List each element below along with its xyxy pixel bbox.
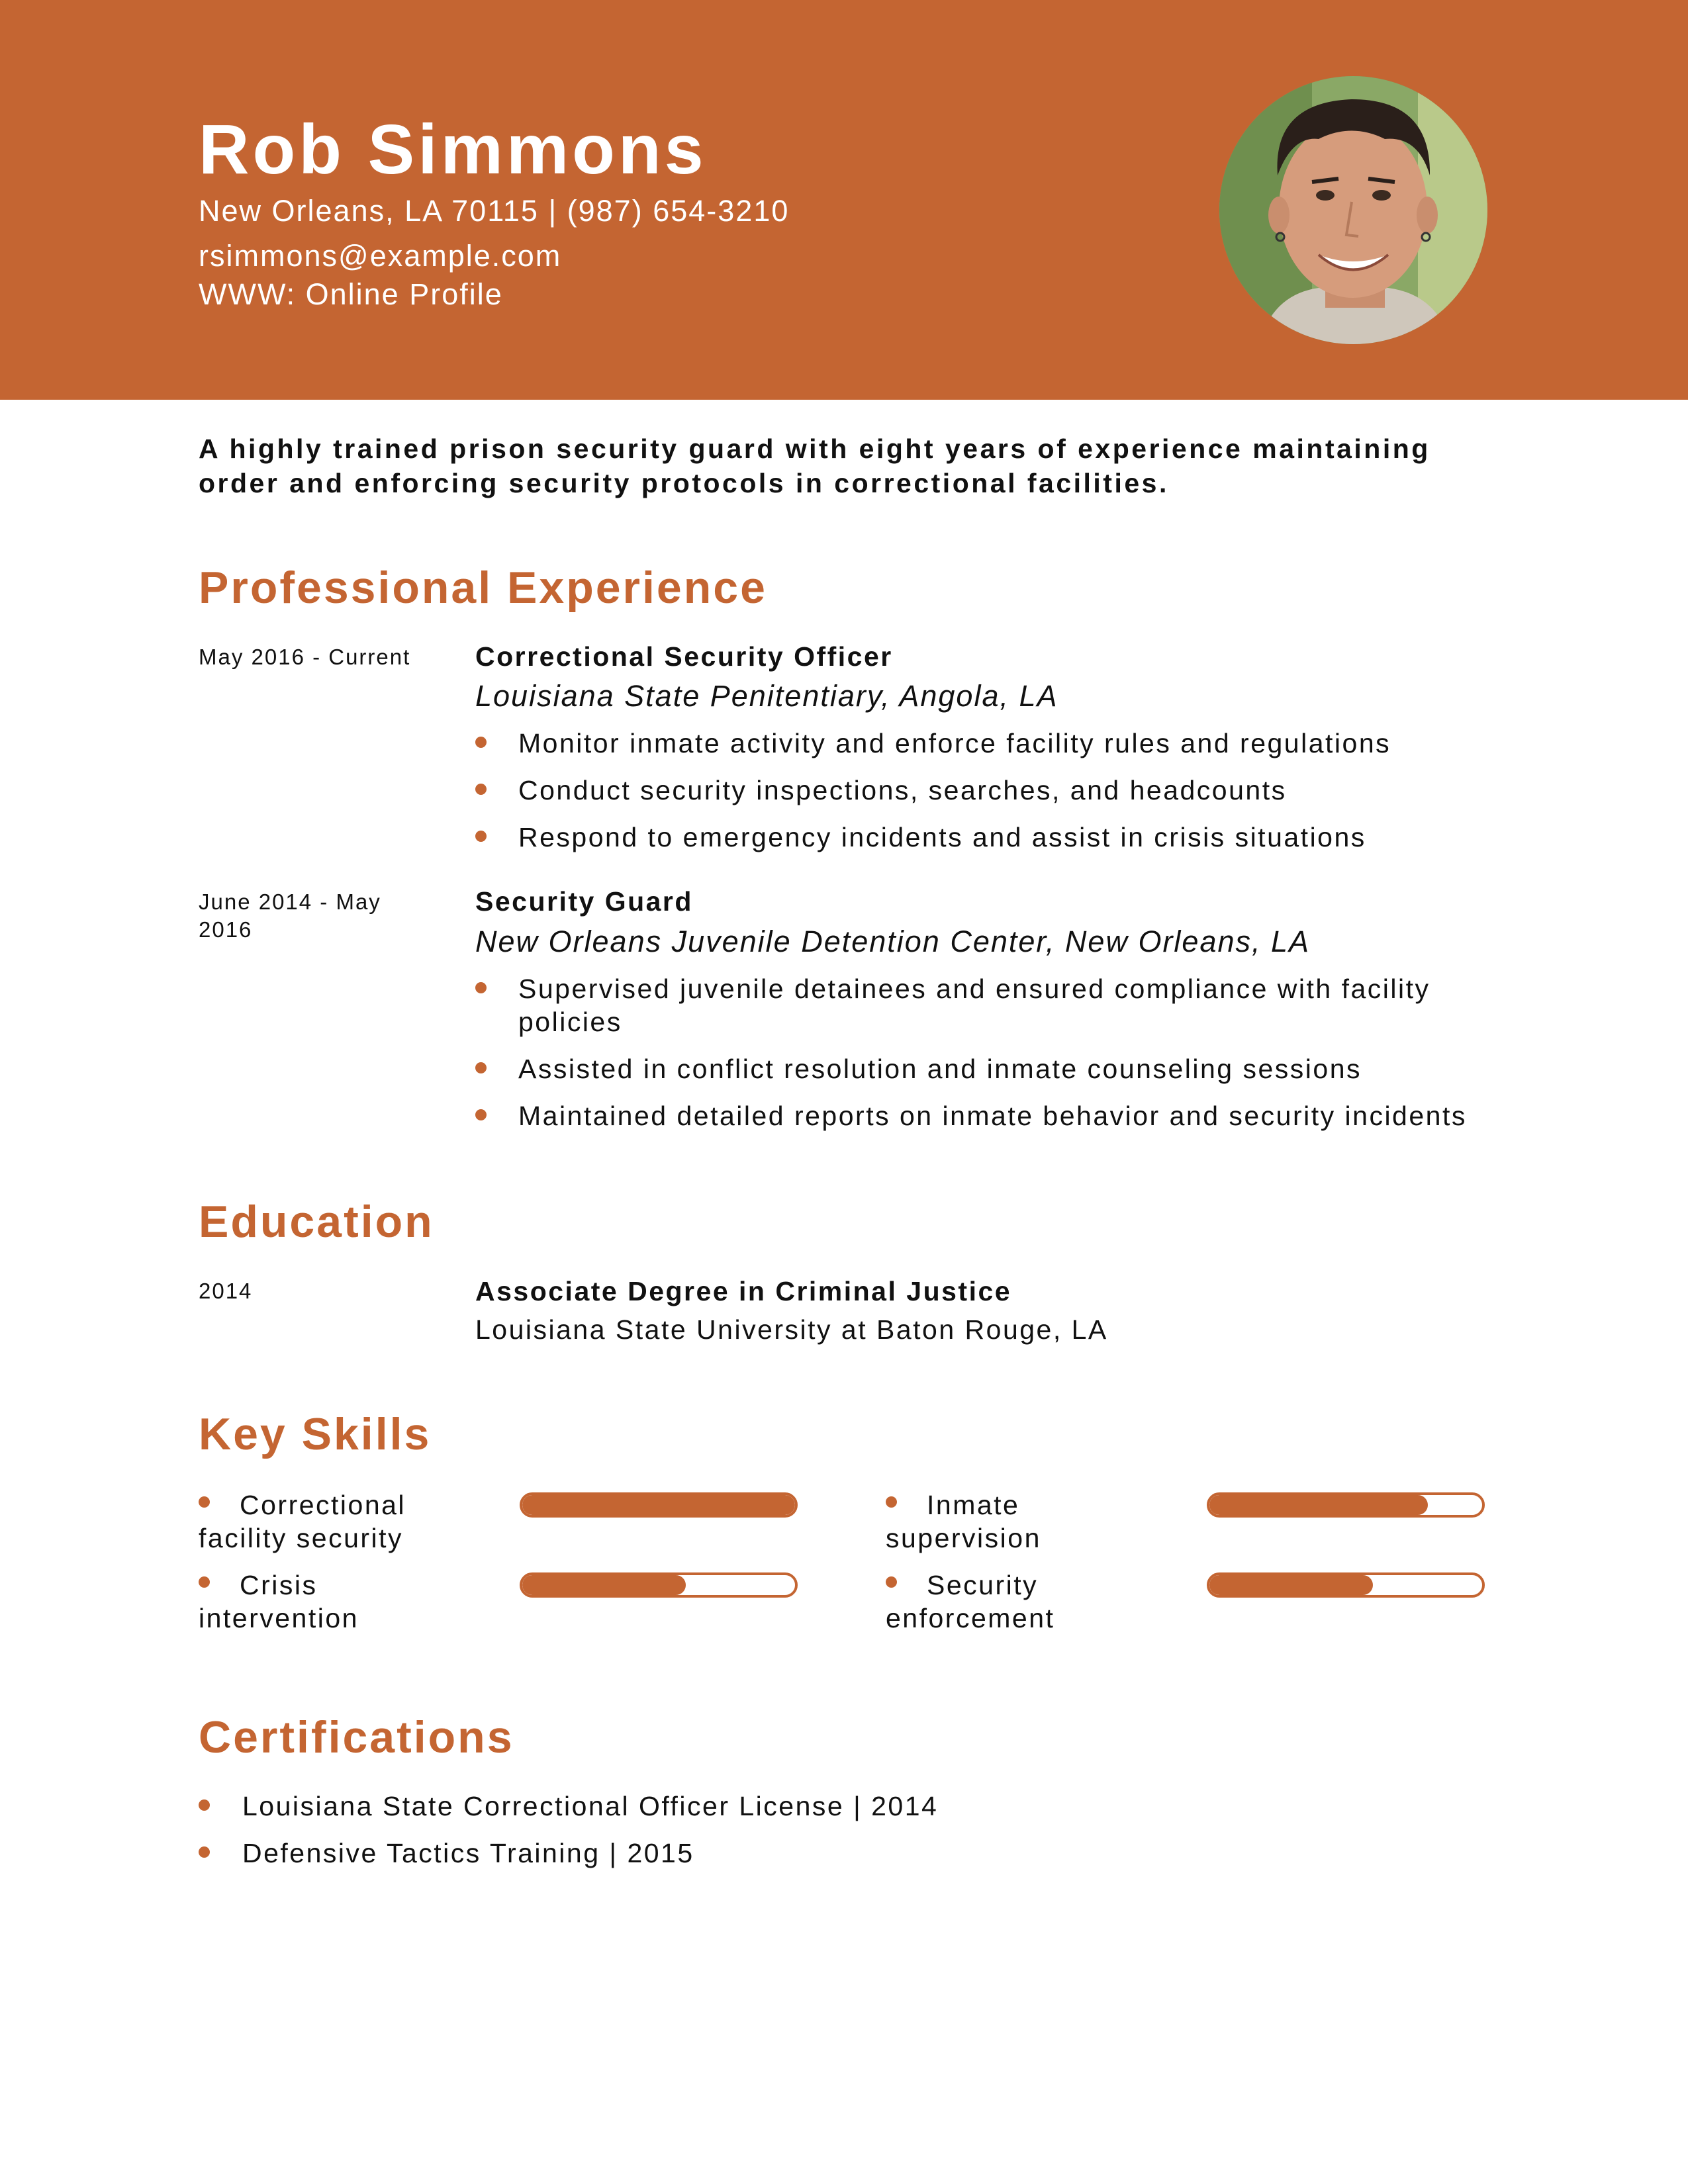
section-title-certifications: Certifications bbox=[199, 1712, 514, 1762]
bullet-dot bbox=[199, 1496, 210, 1508]
profile-photo bbox=[1219, 76, 1487, 344]
job-duties-list bbox=[475, 727, 1508, 854]
portrait-illustration bbox=[1219, 76, 1487, 344]
section-title-experience: Professional Experience bbox=[199, 563, 767, 613]
skill-name: Crisis intervention bbox=[199, 1570, 359, 1633]
skill-name: Correctional facility security bbox=[199, 1490, 406, 1553]
section-title-education: Education bbox=[199, 1197, 434, 1247]
skill-label bbox=[886, 1488, 1124, 1555]
skill-label bbox=[199, 1569, 437, 1635]
skill-level-bar bbox=[1207, 1492, 1485, 1518]
skill-level-bar bbox=[1207, 1572, 1485, 1598]
skill-level-bar bbox=[520, 1572, 798, 1598]
location-phone: New Orleans, LA 70115 | (987) 654-3210 bbox=[199, 194, 790, 228]
skill-level-bar bbox=[520, 1492, 798, 1518]
school-name: Louisiana State University at Baton Rouge, LA bbox=[475, 1314, 1108, 1345]
job-duties-list bbox=[475, 972, 1508, 1132]
list-item: Conduct security inspections, searches, and headcounts bbox=[475, 774, 1508, 807]
degree-name: Associate Degree in Criminal Justice bbox=[475, 1276, 1012, 1306]
job-employer: Louisiana State Penitentiary, Angola, LA bbox=[475, 679, 1058, 713]
skill-level-fill bbox=[522, 1495, 795, 1515]
skill-level-fill bbox=[1209, 1575, 1373, 1595]
list-item: Louisiana State Correctional Officer License | 2014 bbox=[199, 1790, 1456, 1823]
job-dates: June 2014 - May 2016 bbox=[199, 889, 381, 942]
professional-summary: A highly trained prison security guard with eight years of experience maintaining order and enforcing security protocols in correctional facilities. bbox=[199, 433, 1430, 498]
website-link[interactable]: WWW: Online Profile bbox=[199, 277, 503, 311]
skill-name: Security enforcement bbox=[886, 1570, 1055, 1633]
job-dates: May 2016 - Current bbox=[199, 645, 411, 669]
bullet-dot bbox=[199, 1576, 210, 1588]
list-item: Maintained detailed reports on inmate behavior and security incidents bbox=[475, 1099, 1508, 1132]
list-item: Defensive Tactics Training | 2015 bbox=[199, 1837, 1456, 1870]
education-year: 2014 bbox=[199, 1279, 253, 1303]
skill-label bbox=[199, 1488, 437, 1555]
skill-level-fill bbox=[522, 1575, 686, 1595]
job-title: Security Guard bbox=[475, 886, 693, 917]
list-item: Monitor inmate activity and enforce facility rules and regulations bbox=[475, 727, 1508, 760]
bullet-dot bbox=[886, 1496, 897, 1508]
job-employer: New Orleans Juvenile Detention Center, New Orleans, LA bbox=[475, 925, 1311, 958]
header-banner bbox=[0, 0, 1688, 400]
bullet-dot bbox=[886, 1576, 897, 1588]
job-title: Correctional Security Officer bbox=[475, 641, 893, 672]
candidate-name: Rob Simmons bbox=[199, 111, 707, 189]
certifications-list bbox=[199, 1790, 1456, 1884]
skill-level-fill bbox=[1209, 1495, 1428, 1515]
email[interactable]: rsimmons@example.com bbox=[199, 239, 562, 273]
section-title-skills: Key Skills bbox=[199, 1409, 432, 1459]
skill-label bbox=[886, 1569, 1124, 1635]
list-item: Respond to emergency incidents and assist in crisis situations bbox=[475, 821, 1508, 854]
list-item: Assisted in conflict resolution and inmate counseling sessions bbox=[475, 1052, 1508, 1085]
list-item: Supervised juvenile detainees and ensured compliance with facility policies bbox=[475, 972, 1508, 1038]
skill-name: Inmate supervision bbox=[886, 1490, 1041, 1553]
